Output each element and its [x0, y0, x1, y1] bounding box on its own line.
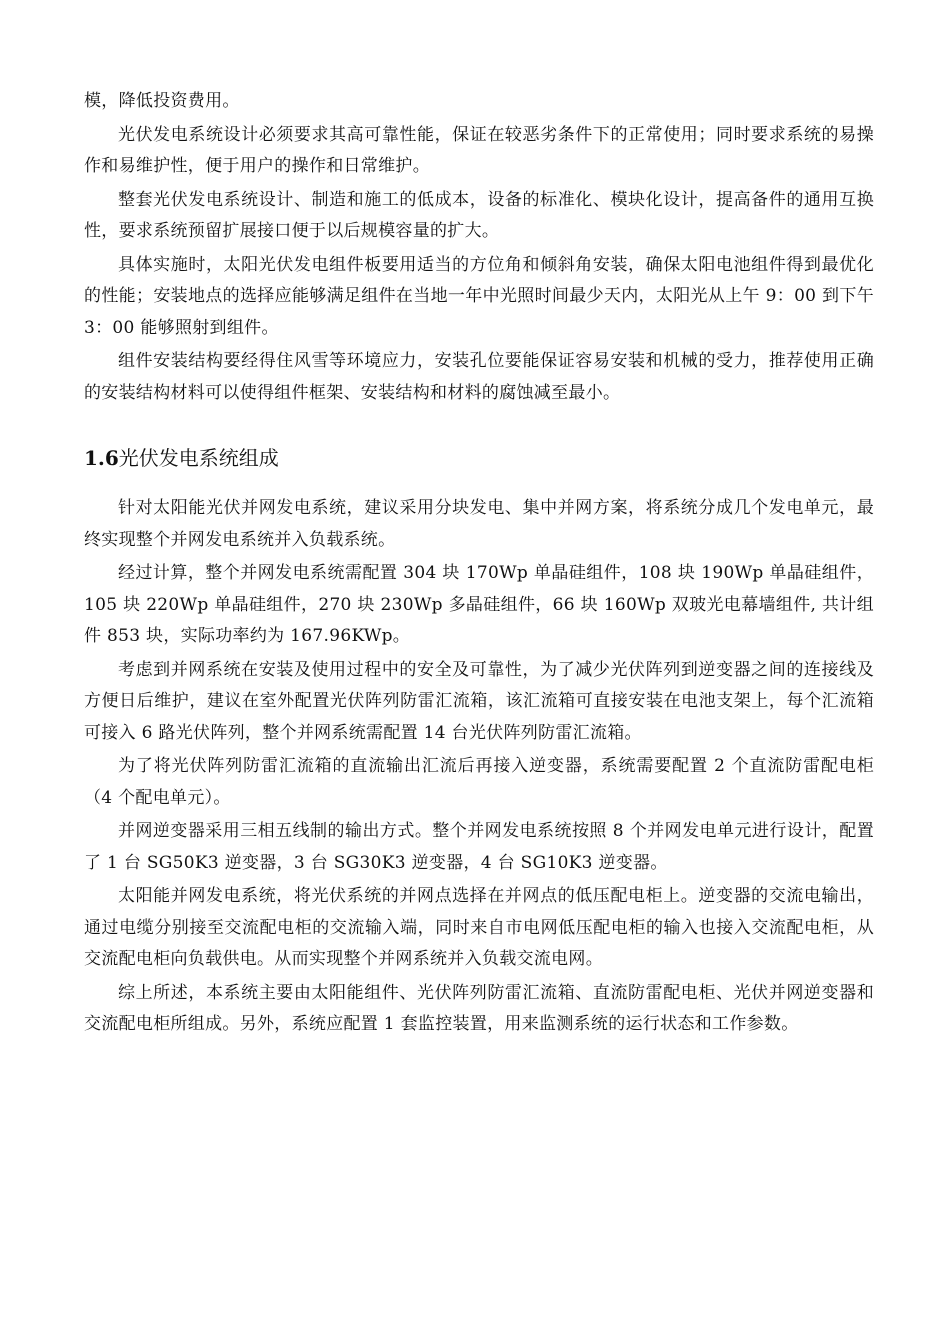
paragraph-reliability: 光伏发电系统设计必须要求其高可靠性能，保证在较恶劣条件下的正常使用；同时要求系统的易操作和易维护性，便于用户的操作和日常维护。 [84, 124, 874, 176]
paragraph-dc-cabinet: 为了将光伏阵列防雷汇流箱的直流输出汇流后再接入逆变器，系统需要配置 2 个直流防雷配电柜（4 个配电单元）。 [84, 756, 874, 808]
paragraph-module-config: 经过计算，整个并网发电系统需配置 304 块 170Wp 单晶硅组件，108 块 190Wp 单晶硅组件，105 块 220Wp 单晶硅组件，270 块 230Wp 多晶硅组件，66 块 160Wp 双玻光电幕墙组件, 共计组件 853 块，实际功率约为 167.96KWp。 [84, 563, 874, 646]
paragraph-combiner-box: 考虑到并网系统在安装及使用过程中的安全及可靠性，为了减少光伏阵列到逆变器之间的连接线及方便日后维护，建议在室外配置光伏阵列防雷汇流箱，该汇流箱可直接安装在电池支架上，每个汇流箱可接入 6 路光伏阵列，整个并网系统需配置 14 台光伏阵列防雷汇流箱。 [84, 659, 874, 743]
paragraph-summary: 综上所述，本系统主要由太阳能组件、光伏阵列防雷汇流箱、直流防雷配电柜、光伏并网逆变器和交流配电柜所组成。另外，系统应配置 1 套监控装置，用来监测系统的运行状态和工作参数。 [84, 982, 874, 1034]
paragraph-low-cost: 整套光伏发电系统设计、制造和施工的低成本，设备的标准化、模块化设计，提高备件的通用互换性，要求系统预留扩展接口便于以后规模容量的扩大。 [84, 189, 874, 241]
section-number: 1.6 [84, 446, 119, 470]
paragraph-mounting-structure: 组件安装结构要经得住风雪等环境应力，安装孔位要能保证容易安装和机械的受力，推荐使用正确的安装结构材料可以使得组件框架、安装结构和材料的腐蚀减至最小。 [84, 351, 874, 403]
paragraph-continuation: 模，降低投资费用。 [84, 91, 240, 111]
paragraph-scheme: 针对太阳能光伏并网发电系统，建议采用分块发电、集中并网方案，将系统分成几个发电单元，最终实现整个并网发电系统并入负载系统。 [84, 498, 874, 550]
paragraph-installation: 具体实施时，太阳光伏发电组件板要用适当的方位角和倾斜角安装，确保太阳电池组件得到最优化的性能；安装地点的选择应能够满足组件在当地一年中光照时间最少天内，太阳光从上午 9：00 到下午 3：00 能够照射到组件。 [84, 254, 874, 338]
paragraph-grid-connection: 太阳能并网发电系统，将光伏系统的并网点选择在并网点的低压配电柜上。逆变器的交流电输出，通过电缆分别接至交流配电柜的交流输入端，同时来自市电网低压配电柜的输入也接入交流配电柜，从交流配电柜向负载供电。从而实现整个并网系统并入负载交流电网。 [84, 886, 874, 969]
section-title-text: 光伏发电系统组成 [118, 446, 279, 470]
paragraph-inverter: 并网逆变器采用三相五线制的输出方式。整个并网发电系统按照 8 个并网发电单元进行设计，配置了 1 台 SG50K3 逆变器，3 台 SG30K3 逆变器，4 台 SG10K3 逆变器。 [84, 821, 874, 873]
document-page [84, 86, 874, 1043]
section-heading [84, 443, 874, 473]
